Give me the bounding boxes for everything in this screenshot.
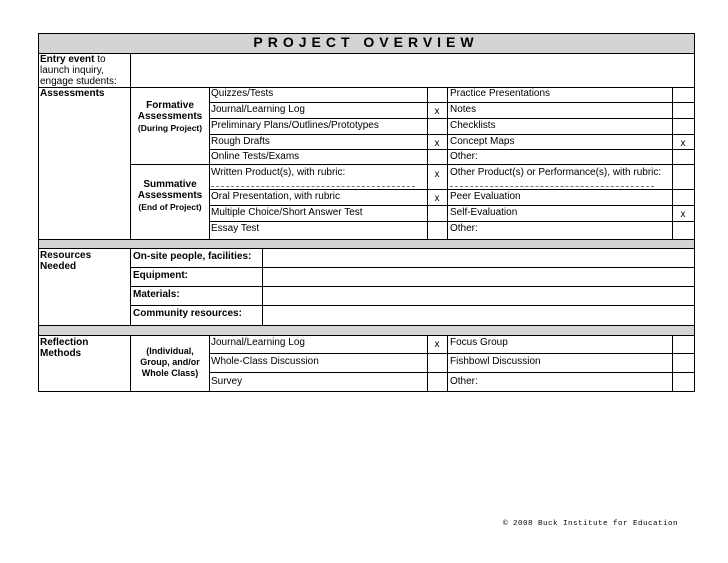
formative-checkbox-right[interactable]: x: [680, 138, 686, 149]
formative-item-right: Checklists: [450, 120, 496, 131]
resource-row-label: On-site people, facilities:: [133, 251, 252, 262]
formative-item-right: Notes: [450, 104, 477, 115]
summative-label-3: (End of Project): [138, 202, 202, 212]
entry-event-field[interactable]: [131, 54, 694, 87]
resource-row-label: Community resources:: [133, 308, 242, 319]
copyright-notice: © 2008 Buck Institute for Education: [502, 520, 678, 528]
reflection-sub-2: Group, and/or: [140, 357, 200, 367]
reflection-checkbox-left[interactable]: x: [434, 339, 440, 350]
summative-item-right: Self-Evaluation: [450, 207, 518, 218]
formative-item-left: Online Tests/Exams: [211, 151, 300, 162]
reflection-item-right: Focus Group: [450, 337, 508, 348]
reflection-item-left: Survey: [211, 376, 243, 387]
formative-item-right: Practice Presentations: [450, 88, 551, 99]
summative-checkbox-left[interactable]: x: [434, 169, 440, 180]
assessments-label: Assessments: [40, 88, 105, 99]
summative-item-left: Oral Presentation, with rubric: [211, 191, 340, 202]
summative-item-right: Other Product(s) or Performance(s), with rubric:: [450, 167, 662, 178]
summative-item-left: Multiple Choice/Short Answer Test: [211, 207, 363, 218]
entry-event-label-rest: to: [94, 54, 106, 65]
formative-label-1: Formative: [146, 100, 194, 111]
summative-label-1: Summative: [143, 179, 197, 190]
formative-label-3: (During Project): [137, 123, 203, 133]
reflection-label-1: Reflection: [40, 337, 89, 348]
formative-item-right: Other:: [450, 151, 478, 162]
entry-event-label-bold: Entry event: [40, 54, 95, 65]
reflection-item-right: Other:: [450, 376, 478, 387]
formative-item-left: Journal/Learning Log: [211, 104, 305, 115]
written-product-underline: [211, 186, 415, 187]
formative-label-2: Assessments: [137, 111, 203, 122]
reflection-item-left: Whole-Class Discussion: [211, 356, 319, 367]
reflection-item-left: Journal/Learning Log: [211, 337, 305, 348]
summative-label-2: Assessments: [137, 190, 203, 201]
formative-item-left: Rough Drafts: [211, 136, 270, 147]
entry-event-line2: launch inquiry,: [40, 65, 104, 76]
resource-row-label: Equipment:: [133, 270, 188, 281]
reflection-label-2: Methods: [40, 348, 82, 359]
separator-band-2: [38, 325, 694, 335]
summative-item-right: Other:: [450, 223, 478, 234]
summative-item-left: Written Product(s), with rubric:: [211, 167, 346, 178]
summative-item-right: Peer Evaluation: [450, 191, 521, 202]
reflection-sub-1: (Individual,: [146, 346, 194, 356]
formative-checkbox-left[interactable]: x: [434, 106, 440, 117]
formative-item-left: Preliminary Plans/Outlines/Prototypes: [211, 120, 379, 131]
formative-checkbox-left[interactable]: x: [434, 138, 440, 149]
formative-item-left: Quizzes/Tests: [211, 88, 274, 99]
page-title: PROJECT OVERVIEW: [253, 34, 479, 50]
reflection-item-right: Fishbowl Discussion: [450, 356, 541, 367]
resources-label-1: Resources: [40, 250, 92, 261]
other-product-underline: [450, 186, 654, 187]
entry-event-line3: engage students:: [40, 76, 117, 87]
separator-band-1: [38, 239, 694, 248]
formative-item-right: Concept Maps: [450, 136, 515, 147]
resource-row-label: Materials:: [133, 289, 180, 300]
resources-label-2: Needed: [40, 261, 77, 272]
summative-checkbox-right[interactable]: x: [680, 209, 686, 220]
reflection-sub-3: Whole Class): [141, 368, 199, 378]
summative-item-left: Essay Test: [211, 223, 260, 234]
summative-checkbox-left[interactable]: x: [434, 193, 440, 204]
